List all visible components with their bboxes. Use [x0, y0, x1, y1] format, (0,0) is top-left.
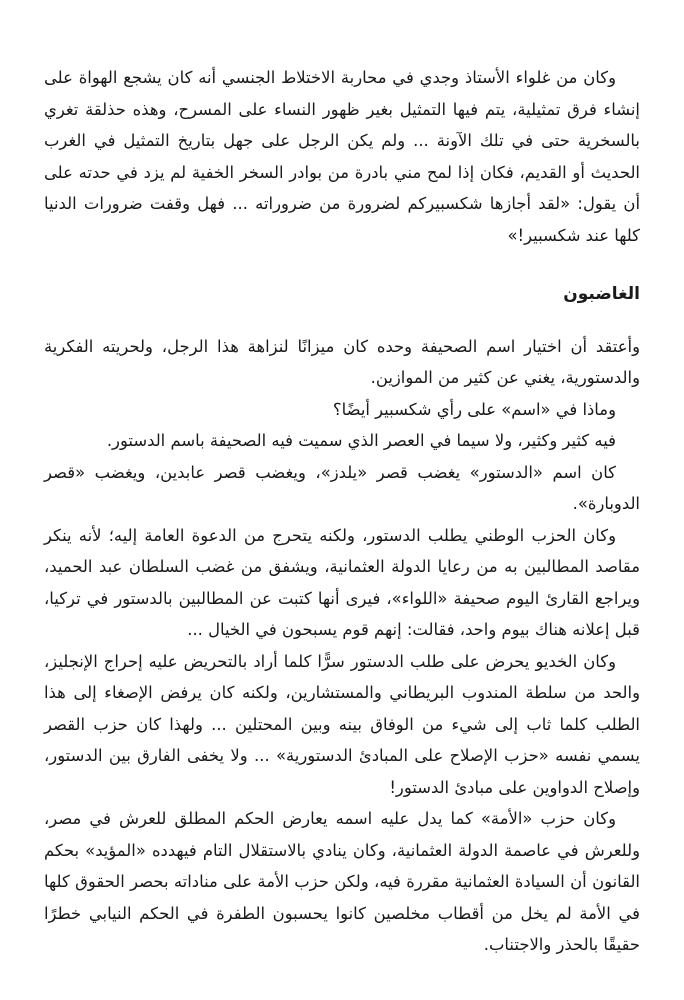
- paragraph: وكان الحزب الوطني يطلب الدستور، ولكنه يتحرج من الدعوة العامة إليه؛ لأنه ينكر مقاصد المطالبين به من رعايا الدولة العثمانية، ويشفق من غضب السلطان عبد الحميد، ويراجع القارئ اليوم صحيفة «اللواء»، فيرى أنها كتبت عن المطالبين بالدستور في تركيا، قبل إعلانه هناك بيوم واحد، فقالت: إنهم قوم يسبحون في الخيال ...: [44, 525, 640, 639]
- paragraph: وماذا في «اسم» على رأي شكسبير أيضًا؟: [332, 399, 616, 419]
- section-spacer: [44, 251, 640, 279]
- paragraph: كان اسم «الدستور» يغضب قصر «يلدز»، ويغضب قصر عابدين، ويغضب «قصر الدوبارة».: [44, 462, 640, 513]
- paragraph: وكان الخديو يحرض على طلب الدستور سرًّا كلما أراد بالتحريض عليه إحراج الإنجليز، والحد من سلطة المندوب البريطاني والمستشارين، ولكنه كان يرفض الإصغاء إلى هذا الطلب كلما ثاب إلى شيء من الوفاق بينه وبين المحتلين ... ولهذا كان حزب القصر يسمي نفسه «حزب الإصلاح على المبادئ الدستورية» ... ولا يخفى الفارق بين الدستور، وإصلاح الدواوين على مبادئ الدستور!: [44, 651, 640, 797]
- paragraph: وأعتقد أن اختيار اسم الصحيفة وحده كان ميزانًا لنزاهة هذا الرجل، ولحريته الفكرية والدستورية، يغني عن كثير من الموازين.: [44, 336, 640, 387]
- section-heading: الغاضبون: [563, 284, 640, 304]
- document-page: [44, 62, 640, 961]
- paragraph: فيه كثير وكثير، ولا سيما في العصر الذي سميت فيه الصحيفة باسم الدستور.: [106, 431, 616, 450]
- paragraph: وكان من غلواء الأستاذ وجدي في محاربة الاختلاط الجنسي أنه كان يشجع الهواة على إنشاء فرق تمثيلية، يتم فيها التمثيل بغير ظهور النساء على المسرح، وهذه حذلقة تغري بالسخرية حتى في تلك الآونة ... ولم يكن الرجل على جهل بتاريخ التمثيل في الغرب الحديث أو القديم، فكان إذا لمح مني بادرة من بوادر السخر الخفية لم يزد في حدته على أن يقول: «لقد أجازها شكسبيركم لضرورة من ضروراته ... فهل وقفت ضرورات الدنيا كلها عند شكسبير!»: [44, 68, 640, 245]
- paragraph: وكان حزب «الأمة» كما يدل عليه اسمه يعارض الحكم المطلق للعرش في مصر، وللعرش في عاصمة الدولة العثمانية، وكان ينادي بالاستقلال التام فيهدده «المؤيد» بحكم القانون أن السيادة العثمانية مقررة فيه، ولكن حزب الأمة على مناداته بحصر الحقوق كلها في الأمة لم يخل من أقطاب مخلصين كانوا يحسبون الطفرة في الحكم النيابي خطرًا حقيقًا بالحذر والاجتناب.: [44, 809, 640, 954]
